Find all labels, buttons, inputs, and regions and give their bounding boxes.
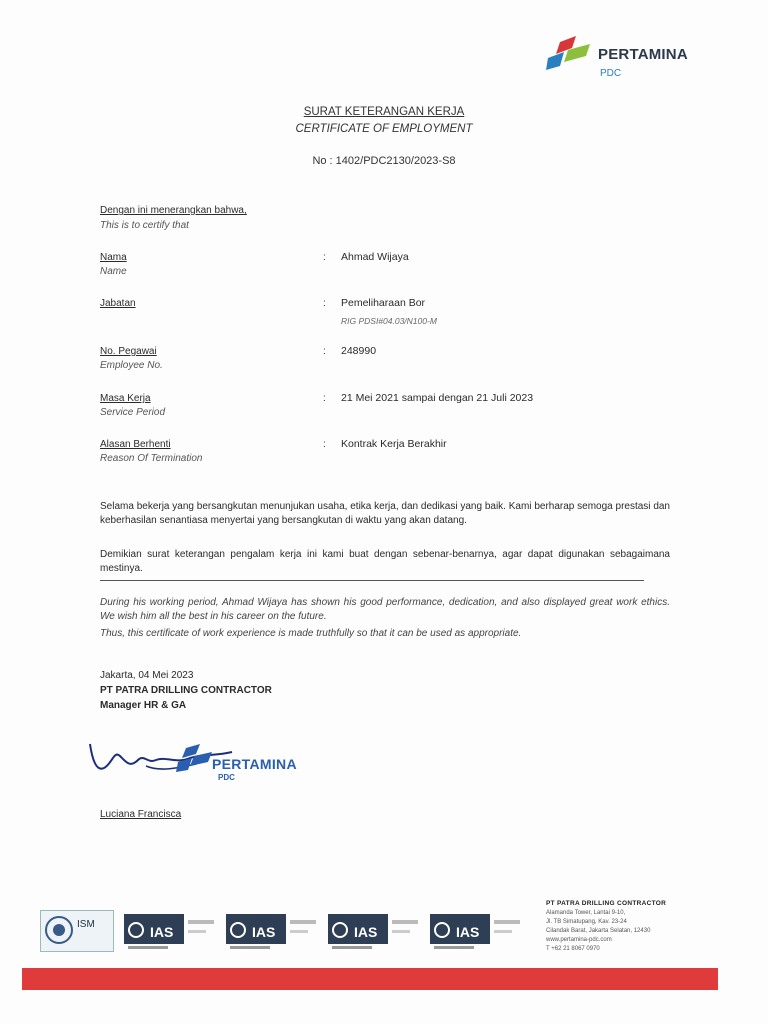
ias-emblem-icon (332, 922, 348, 938)
ism-certification-badge (40, 910, 114, 952)
footer-phone: T +62 21 8067 0970 (546, 946, 600, 952)
label-id: Nama (100, 252, 127, 263)
ias-certification-badge (124, 910, 220, 950)
field-value-position: Pemeliharaan Bor (341, 297, 426, 309)
footer-color-bar-tip (700, 968, 718, 990)
document-title: SURAT KETERANGAN KERJA (303, 106, 465, 118)
document-title-english: CERTIFICATE OF EMPLOYMENT (295, 123, 473, 135)
label-en: Name (100, 266, 127, 277)
footer-color-bar (22, 968, 718, 990)
ias-caption (128, 946, 168, 949)
ias-caption (392, 920, 418, 924)
body-paragraph-english-2: Thus, this certificate of work experience is made truthfully so that it can be used as appropriate. (100, 628, 522, 639)
body-paragraph-1: Selama bekerja yang bersangkutan menunjukan usaha, etika kerja, dan dedikasi yang baik. Kami berharap semoga prestasi dan keberhasilan senantiasa menyertai yang bersangkutan di waktu yang akan datang. (100, 501, 670, 526)
label-id: Alasan Berhenti (100, 439, 171, 450)
intro-text-english: This is to certify that (100, 220, 189, 231)
sign-place-date: Jakarta, 04 Mei 2023 (100, 670, 194, 681)
field-label-position (100, 297, 136, 311)
ias-logo (124, 914, 184, 944)
field-label-name (100, 251, 127, 279)
signatory-name: Luciana Francisca (100, 809, 182, 820)
ias-caption (434, 946, 474, 949)
ias-emblem-icon (230, 922, 246, 938)
ias-logo (328, 914, 388, 944)
ias-caption (290, 930, 308, 933)
ias-caption (188, 930, 206, 933)
ias-caption (188, 920, 214, 924)
colon: : (323, 346, 326, 357)
colon: : (323, 298, 326, 309)
intro-statement (100, 203, 247, 233)
colon: : (323, 439, 326, 450)
document-number: No : 1402/PDC2130/2023-S8 (312, 155, 456, 167)
ism-label: ISM (77, 919, 95, 930)
footer-address-line: Alamanda Tower, Lantai 9-10, (546, 910, 626, 916)
ias-certification-badge (430, 910, 526, 950)
company-stamp-subtext: PDC (218, 773, 235, 782)
ias-emblem-icon (128, 922, 144, 938)
field-value-name: Ahmad Wijaya (341, 251, 409, 263)
sign-company: PT PATRA DRILLING CONTRACTOR (100, 685, 272, 696)
body-paragraph-english-1: During his working period, Ahmad Wijaya has shown his good performance, dedication, and also displayed great work ethics. We wish him all the best in his career on the future. (100, 597, 670, 622)
field-sub-position: RIG PDSI#04.03/N100-M (341, 316, 437, 326)
sign-position: Manager HR & GA (100, 700, 187, 711)
footer-company-name: PT PATRA DRILLING CONTRACTOR (546, 900, 667, 907)
ias-caption (494, 920, 520, 924)
footer-address-line: Jl. TB Simatupang, Kav. 23-24 (546, 919, 627, 925)
pertamina-logo (546, 36, 706, 84)
intro-text: Dengan ini menerangkan bahwa, (100, 205, 247, 216)
ias-label: IAS (252, 924, 276, 940)
ias-certification-badge (328, 910, 424, 950)
field-label-service-period (100, 392, 165, 420)
field-label-employee-no (100, 345, 163, 373)
logo-text: PERTAMINA (598, 46, 688, 63)
logo-subtext: PDC (600, 68, 622, 79)
label-id: Masa Kerja (100, 393, 151, 404)
label-id: Jabatan (100, 298, 136, 309)
footer-address-line: Cilandak Barat, Jakarta Selatan, 12430 (546, 928, 651, 934)
label-en: Reason Of Termination (100, 453, 203, 464)
ias-label: IAS (354, 924, 378, 940)
field-value-service-period: 21 Mei 2021 sampai dengan 21 Juli 2023 (341, 392, 534, 404)
field-label-termination-reason (100, 438, 202, 466)
pertamina-logo-icon (546, 36, 594, 72)
ias-label: IAS (456, 924, 480, 940)
ism-emblem-icon (44, 915, 74, 945)
ias-logo (430, 914, 490, 944)
company-stamp-text: PERTAMINA (212, 756, 297, 772)
field-value-employee-no: 248990 (341, 345, 377, 357)
ias-caption (290, 920, 316, 924)
label-en: Employee No. (100, 360, 163, 371)
colon: : (323, 252, 326, 263)
company-stamp-icon (176, 744, 216, 774)
ias-caption (494, 930, 512, 933)
ias-logo (226, 914, 286, 944)
ias-caption (332, 946, 372, 949)
field-value-termination-reason: Kontrak Kerja Berakhir (341, 438, 447, 450)
divider (100, 580, 644, 581)
ias-label: IAS (150, 924, 174, 940)
footer-website: www.pertamina-pdc.com (546, 937, 612, 943)
ias-caption (392, 930, 410, 933)
label-id: No. Pegawai (100, 346, 157, 357)
ias-certification-badge (226, 910, 322, 950)
body-paragraph-2: Demikian surat keterangan pengalam kerja ini kami buat dengan sebenar-benarnya, agar dapat digunakan sebagaimana mestinya. (100, 549, 670, 574)
colon: : (323, 393, 326, 404)
label-en: Service Period (100, 407, 166, 418)
ias-caption (230, 946, 270, 949)
ias-emblem-icon (434, 922, 450, 938)
